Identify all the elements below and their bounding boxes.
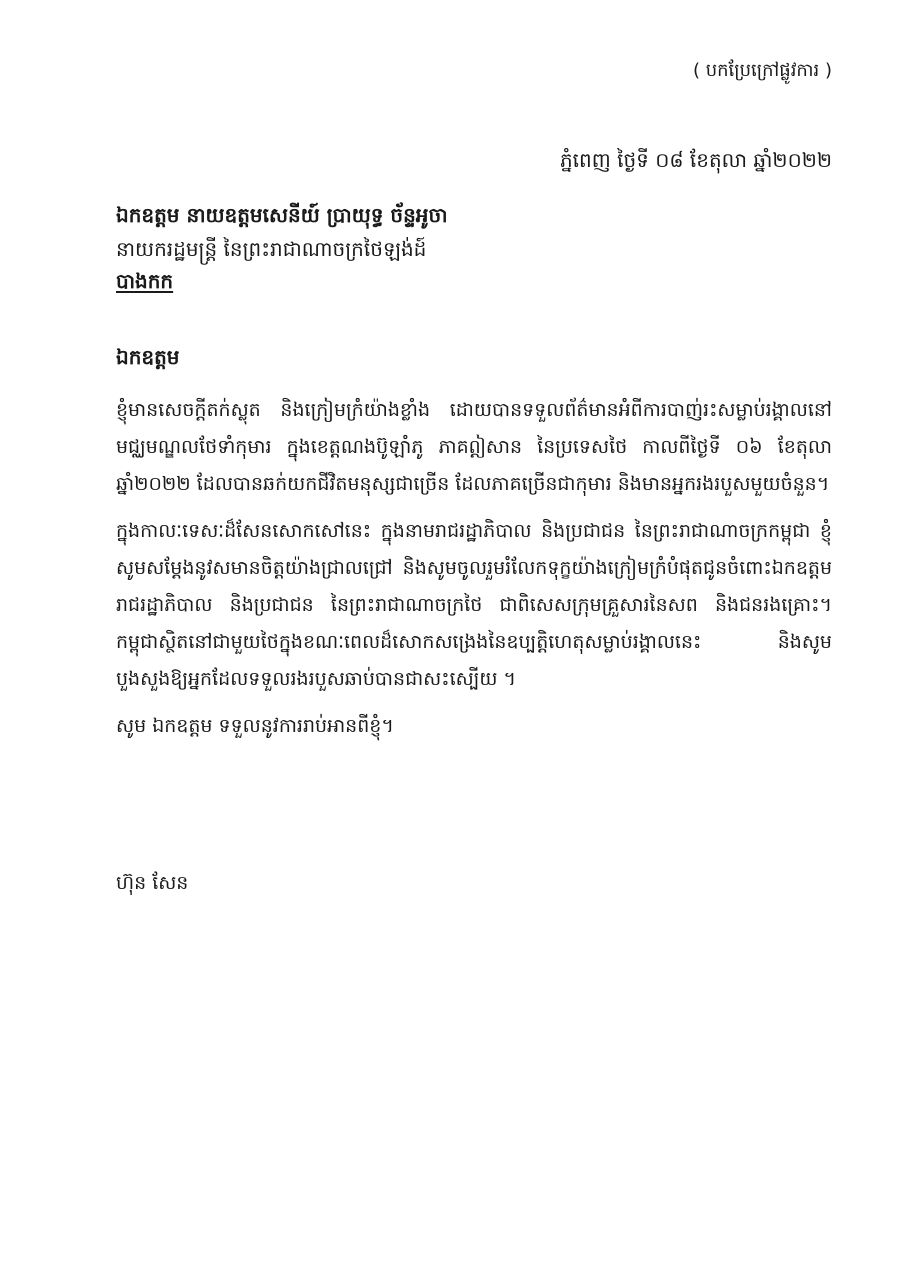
body-paragraph: ក្នុងកាលៈទេសៈដ៏សែនសោកសៅនេះ ក្នុងនាមរាជរដ្ឋាភិបាល និងប្រជាជន នៃព្រះរាជាណាចក្រកម្ពុជា ខ្ញុំសូមសម្តែងនូវសមានចិត្តយ៉ាងជ្រាលជ្រៅ និងសូមចូលរួមរំលែកទុក្ខយ៉ាងក្រៀមក្រំបំផុតជូនចំពោះឯកឧត្តម រាជរដ្ឋាភិបាល និងប្រជាជន នៃព្រះរាជាណាចក្រថៃ ជាពិសេសក្រុមគ្រួសារនៃសព និងជនរងគ្រោះ។ កម្ពុជាស្ថិតនៅជាមួយថៃក្នុងខណៈពេលដ៏សោកសង្រេងនៃឧប្បត្តិហេតុសម្លាប់រង្គាលនេះ និងសូមបួងសួងឱ្យអ្នកដែលទទួលរងរបួសឆាប់បានជាសះស្បើយ ។: [116, 520, 832, 690]
recipient-block: [116, 198, 816, 296]
closing-line: សូម ឯកឧត្តម ទទួលនូវការរាប់អានពីខ្ញុំ។: [116, 715, 394, 737]
recipient-name: ឯកឧត្តម នាយឧត្តមសេនីយ៍ ប្រាយុទ្ធ ច័ន្ទអូចា: [116, 203, 448, 227]
translation-note: ( បកប្រែក្រៅផ្លូវការ ): [692, 60, 832, 81]
recipient-city: បាងកក: [116, 269, 174, 293]
recipient-title: នាយករដ្ឋមន្ត្រី នៃព្រះរាជាណាចក្រថៃឡង់ដ៍: [116, 237, 427, 261]
body-paragraph: ខ្ញុំមានសេចក្តីតក់ស្លុត និងក្រៀមក្រំយ៉ាងខ្លាំង ដោយបានទទួលព័ត៌មានអំពីការបាញ់រះសម្លាប់រង្គាលនៅមជ្ឈមណ្ឌលថែទាំកុមារ ក្នុងខេត្តណងប៊ូឡាំភូ ភាគឦសាន នៃប្រទេសថៃ កាលពីថ្ងៃទី ០៦ ខែតុលា ឆ្នាំ២០២២ ដែលបានឆក់យកជីវិតមនុស្សជាច្រើន ដែលភាគច្រើនជាកុមារ និងមានអ្នករងរបួសមួយចំនួន។: [116, 399, 832, 495]
date-line: ភ្នំពេញ ថ្ងៃទី ០៨ ខែតុលា ឆ្នាំ២០២២: [559, 148, 832, 172]
signature-name: ហ៊ុន សែន: [116, 872, 189, 894]
letter-body: [116, 392, 832, 745]
salutation: ឯកឧត្តម: [116, 345, 180, 369]
